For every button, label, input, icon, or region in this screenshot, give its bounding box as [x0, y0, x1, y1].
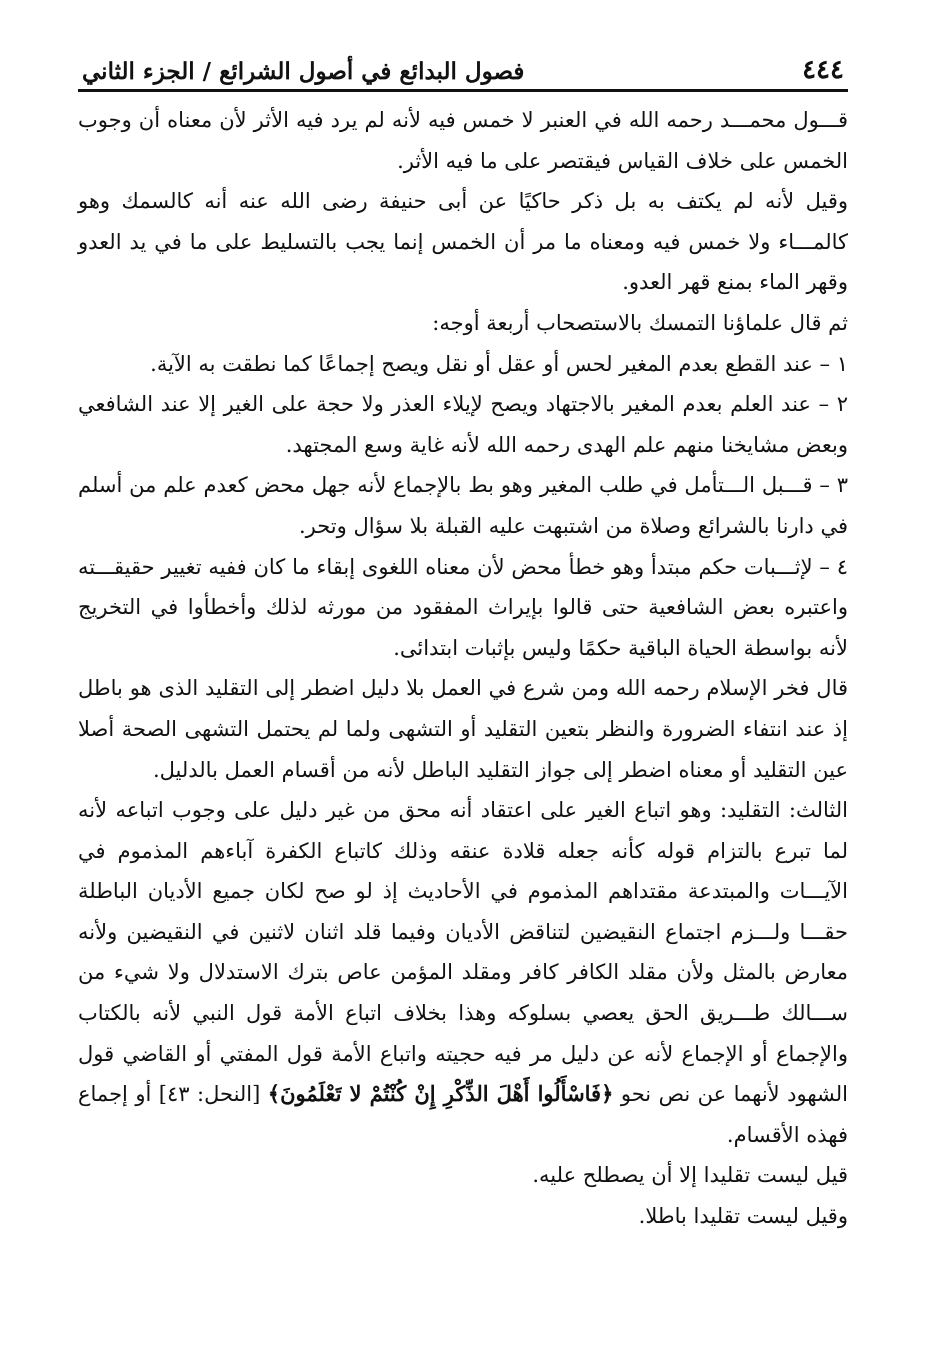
paragraph-istishab-intro: ثم قال علماؤنا التمسك بالاستصحاب أربعة أوجه: — [432, 310, 848, 335]
paragraph-qil-1: قيل ليست تقليدا إلا أن يصطلح عليه. — [532, 1163, 848, 1188]
paragraph-taqlid — [78, 790, 848, 1155]
list-item-2: ٢ – عند العلم بعدم المغير بالاجتهاد ويصح لإيلاء العذر ولا حجة على الغير إلا عند الشافعي وبعض مشايخنا منهم علم الهدى رحمه الله لأنه غاية وسع المجتهد. — [78, 392, 848, 457]
body-text — [78, 100, 848, 1237]
paragraph-fakhr-al-islam: قال فخر الإسلام رحمه الله ومن شرع في العمل بلا دليل اضطر إلى التقليد الذى هو باطل إذ عند انتفاء الضرورة والنظر بتعين التقليد أو التشهى ولما لم يحتمل التشهى الصحة أصلا عين التقليد أو معناه اضطر إلى جواز التقليد الباطل لأنه من أقسام العمل بالدليل. — [78, 676, 848, 782]
running-title: فصول البدائع في أصول الشرائع / الجزء الثاني — [82, 58, 525, 85]
list-item-4: ٤ – لإثـــبات حكم مبتدأ وهو خطأ محض لأن معناه اللغوى إبقاء ما كان ففيه تغيير حقيقـــته واعتبره بعض الشافعية حتى قالوا بإيراث المفقود من مورثه لذلك وأخطأوا في التخريج لأنه بواسطة الحياة الباقية حكمًا وليس بإثبات ابتدائى. — [78, 554, 848, 660]
document-page — [78, 40, 848, 1237]
list-item-1: ١ – عند القطع بعدم المغير لحس أو عقل أو نقل ويصح إجماعًا كما نطقت به الآية. — [150, 351, 848, 376]
quran-verse: ﴿فَاسْأَلُوا أَهْلَ الذِّكْرِ إِنْ كُنْتُمْ لا تَعْلَمُونَ﴾ — [267, 1081, 614, 1107]
page-header — [78, 40, 848, 92]
list-item-3: ٣ – قـــبل الـــتأمل في طلب المغير وهو بط بالإجماع لأنه جهل محض كعدم علم من أسلم في دارنا بالشرائع وصلاة من اشتبهت عليه القبلة بلا سؤال وتحر. — [78, 473, 848, 538]
paragraph-abu-hanifa: وقيل لأنه لم يكتف به بل ذكر حاكيًا عن أبى حنيفة رضى الله عنه أنه كالسمك وهو كالمـــاء ولا خمس فيه ومعناه ما مر أن الخمس إنما يجب بالتسليط على ما في يد العدو وقهر الماء بمنع قهر العدو. — [78, 189, 848, 295]
paragraph-ambergris: قـــول محمـــد رحمه الله في العنبر لا خمس فيه لأنه لم يرد فيه الأثر لأن معناه أن وجوب الخمس على خلاف القياس فيقتصر على ما فيه الأثر. — [78, 108, 848, 173]
paragraph-qil-2: وقيل ليست تقليدا باطلا. — [638, 1204, 848, 1229]
page-number: ٤٤٤ — [802, 55, 844, 85]
verse-reference: [النحل: ٤٣] أو إجماع فهذه الأقسام. — [78, 1082, 848, 1147]
taqlid-text: الثالث: التقليد: وهو اتباع الغير على اعتقاد أنه محق من غير دليل على وجوب اتباعه لأنه لما تبرع بالتزام قوله كأنه جعله قلادة عنقه وذلك كاتباع الكفرة آباءهم المذموم في الآيـــات والمبتدعة مقتداهم المذموم في الأحاديث إذ لو صح لكان جميع الأديان الباطلة حقـــا ولـــزم اجتماع النقيضين لتناقض الأديان وفيما قلد اثنان لاثنين في النقيضين ولأنه معارض بالمثل ولأن مقلد الكافر كافر ومقلد المؤمن عاص بترك الاستدلال ولا شيء من ســـالك طـــريق الحق يعصي بسلوكه وهذا بخلاف اتباع الأمة قول النبي لأنه بالكتاب والإجماع أو الإجماع لأنه عن دليل مر فيه حجيته واتباع الأمة قول المفتي أو القاضي قول الشهود لأنهما عن نص نحو — [78, 798, 848, 1107]
